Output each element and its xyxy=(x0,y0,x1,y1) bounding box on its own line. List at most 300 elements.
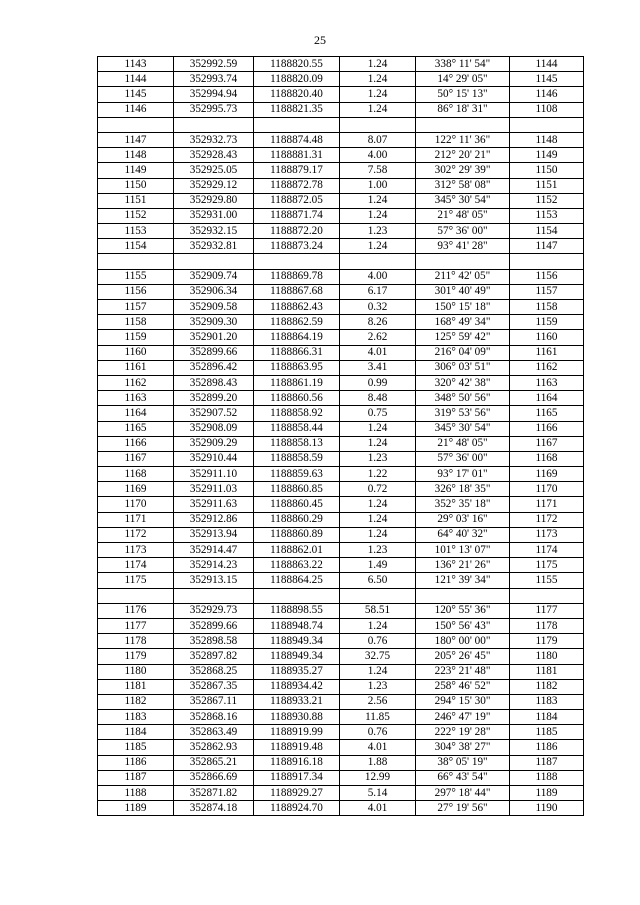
x-coordinate-cell: 352932.81 xyxy=(174,239,254,254)
x-coordinate-cell: 352899.20 xyxy=(174,391,254,406)
y-coordinate-cell: 1188881.31 xyxy=(254,148,340,163)
point-id-cell: 1188 xyxy=(98,786,174,801)
y-coordinate-cell: 1188867.68 xyxy=(254,284,340,299)
table-row xyxy=(98,467,584,482)
y-coordinate-cell: 1188860.89 xyxy=(254,527,340,542)
y-coordinate-cell: 1188858.92 xyxy=(254,406,340,421)
next-point-cell: 1167 xyxy=(510,436,584,451)
x-coordinate-cell: 352909.29 xyxy=(174,436,254,451)
bearing-cell: 136° 21' 26" xyxy=(416,558,510,573)
point-id-cell: 1147 xyxy=(98,132,174,147)
bearing-cell: 21° 48' 05" xyxy=(416,436,510,451)
table-row xyxy=(98,451,584,466)
point-id-cell: 1162 xyxy=(98,375,174,390)
point-id-cell: 1158 xyxy=(98,315,174,330)
y-coordinate-cell: 1188949.34 xyxy=(254,634,340,649)
x-coordinate-cell: 352928.43 xyxy=(174,148,254,163)
table-row xyxy=(98,710,584,725)
y-coordinate-cell: 1188874.48 xyxy=(254,132,340,147)
distance-cell: 4.01 xyxy=(340,345,416,360)
distance-cell xyxy=(340,254,416,269)
next-point-cell: 1160 xyxy=(510,330,584,345)
point-id-cell: 1187 xyxy=(98,770,174,785)
table-row xyxy=(98,208,584,223)
bearing-cell: 120° 55' 36" xyxy=(416,603,510,618)
distance-cell: 4.00 xyxy=(340,269,416,284)
point-id-cell: 1179 xyxy=(98,649,174,664)
point-id-cell: 1161 xyxy=(98,360,174,375)
distance-cell: 1.23 xyxy=(340,543,416,558)
table-row xyxy=(98,649,584,664)
y-coordinate-cell: 1188860.29 xyxy=(254,512,340,527)
x-coordinate-cell: 352929.73 xyxy=(174,603,254,618)
bearing-cell: 125° 59' 42" xyxy=(416,330,510,345)
next-point-cell: 1147 xyxy=(510,239,584,254)
x-coordinate-cell: 352993.74 xyxy=(174,72,254,87)
next-point-cell: 1188 xyxy=(510,770,584,785)
next-point-cell: 1182 xyxy=(510,679,584,694)
x-coordinate-cell: 352911.63 xyxy=(174,497,254,512)
y-coordinate-cell: 1188862.59 xyxy=(254,315,340,330)
x-coordinate-cell: 352995.73 xyxy=(174,102,254,117)
y-coordinate-cell xyxy=(254,588,340,603)
y-coordinate-cell xyxy=(254,254,340,269)
point-id-cell: 1143 xyxy=(98,57,174,72)
table-row xyxy=(98,224,584,239)
bearing-cell: 150° 56' 43" xyxy=(416,618,510,633)
distance-cell: 4.01 xyxy=(340,801,416,816)
distance-cell: 7.58 xyxy=(340,163,416,178)
y-coordinate-cell: 1188866.31 xyxy=(254,345,340,360)
distance-cell: 1.23 xyxy=(340,451,416,466)
x-coordinate-cell: 352874.18 xyxy=(174,801,254,816)
point-id-cell: 1166 xyxy=(98,436,174,451)
point-id-cell xyxy=(98,117,174,132)
distance-cell: 1.23 xyxy=(340,224,416,239)
x-coordinate-cell: 352911.10 xyxy=(174,467,254,482)
bearing-cell: 101° 13' 07" xyxy=(416,543,510,558)
bearing-cell: 38° 05' 19" xyxy=(416,755,510,770)
distance-cell: 5.14 xyxy=(340,786,416,801)
next-point-cell: 1161 xyxy=(510,345,584,360)
table-row xyxy=(98,239,584,254)
x-coordinate-cell: 352912.86 xyxy=(174,512,254,527)
point-id-cell: 1153 xyxy=(98,224,174,239)
table-row xyxy=(98,558,584,573)
next-point-cell: 1169 xyxy=(510,467,584,482)
next-point-cell: 1164 xyxy=(510,391,584,406)
coordinates-table-body xyxy=(98,57,584,816)
distance-cell: 0.32 xyxy=(340,300,416,315)
next-point-cell: 1146 xyxy=(510,87,584,102)
y-coordinate-cell: 1188934.42 xyxy=(254,679,340,694)
bearing-cell: 294° 15' 30" xyxy=(416,694,510,709)
point-id-cell: 1149 xyxy=(98,163,174,178)
x-coordinate-cell: 352899.66 xyxy=(174,345,254,360)
bearing-cell: 168° 49' 34" xyxy=(416,315,510,330)
y-coordinate-cell: 1188873.24 xyxy=(254,239,340,254)
point-id-cell: 1181 xyxy=(98,679,174,694)
distance-cell: 0.76 xyxy=(340,634,416,649)
x-coordinate-cell: 352898.58 xyxy=(174,634,254,649)
point-id-cell: 1151 xyxy=(98,193,174,208)
table-row xyxy=(98,497,584,512)
x-coordinate-cell xyxy=(174,117,254,132)
next-point-cell xyxy=(510,117,584,132)
bearing-cell xyxy=(416,588,510,603)
point-id-cell: 1167 xyxy=(98,451,174,466)
bearing-cell: 57° 36' 00" xyxy=(416,224,510,239)
y-coordinate-cell: 1188917.34 xyxy=(254,770,340,785)
y-coordinate-cell: 1188862.01 xyxy=(254,543,340,558)
distance-cell: 1.24 xyxy=(340,72,416,87)
bearing-cell: 301° 40' 49" xyxy=(416,284,510,299)
point-id-cell: 1180 xyxy=(98,664,174,679)
point-id-cell: 1173 xyxy=(98,543,174,558)
next-point-cell: 1108 xyxy=(510,102,584,117)
y-coordinate-cell: 1188879.17 xyxy=(254,163,340,178)
point-id-cell: 1168 xyxy=(98,467,174,482)
distance-cell: 1.24 xyxy=(340,436,416,451)
bearing-cell: 93° 17' 01" xyxy=(416,467,510,482)
next-point-cell: 1172 xyxy=(510,512,584,527)
bearing-cell: 352° 35' 18" xyxy=(416,497,510,512)
bearing-cell: 297° 18' 44" xyxy=(416,786,510,801)
table-row xyxy=(98,740,584,755)
table-row xyxy=(98,755,584,770)
next-point-cell: 1151 xyxy=(510,178,584,193)
table-row xyxy=(98,300,584,315)
distance-cell: 0.76 xyxy=(340,725,416,740)
x-coordinate-cell: 352862.93 xyxy=(174,740,254,755)
point-id-cell: 1175 xyxy=(98,573,174,588)
table-row xyxy=(98,786,584,801)
next-point-cell: 1170 xyxy=(510,482,584,497)
bearing-cell: 312° 58' 08" xyxy=(416,178,510,193)
table-row xyxy=(98,679,584,694)
bearing-cell: 348° 50' 56" xyxy=(416,391,510,406)
point-id-cell xyxy=(98,254,174,269)
table-row xyxy=(98,360,584,375)
bearing-cell: 57° 36' 00" xyxy=(416,451,510,466)
next-point-cell: 1158 xyxy=(510,300,584,315)
next-point-cell: 1149 xyxy=(510,148,584,163)
y-coordinate-cell: 1188924.70 xyxy=(254,801,340,816)
next-point-cell: 1183 xyxy=(510,694,584,709)
table-row xyxy=(98,573,584,588)
distance-cell: 1.24 xyxy=(340,57,416,72)
table-row xyxy=(98,102,584,117)
point-id-cell: 1174 xyxy=(98,558,174,573)
bearing-cell: 14° 29' 05" xyxy=(416,72,510,87)
y-coordinate-cell: 1188861.19 xyxy=(254,375,340,390)
x-coordinate-cell: 352932.73 xyxy=(174,132,254,147)
next-point-cell: 1148 xyxy=(510,132,584,147)
y-coordinate-cell: 1188948.74 xyxy=(254,618,340,633)
x-coordinate-cell: 352899.66 xyxy=(174,618,254,633)
table-row xyxy=(98,57,584,72)
point-id-cell: 1163 xyxy=(98,391,174,406)
y-coordinate-cell: 1188859.63 xyxy=(254,467,340,482)
next-point-cell: 1159 xyxy=(510,315,584,330)
y-coordinate-cell: 1188862.43 xyxy=(254,300,340,315)
x-coordinate-cell: 352871.82 xyxy=(174,786,254,801)
table-row xyxy=(98,391,584,406)
point-id-cell: 1186 xyxy=(98,755,174,770)
x-coordinate-cell: 352868.16 xyxy=(174,710,254,725)
y-coordinate-cell: 1188858.44 xyxy=(254,421,340,436)
bearing-cell: 50° 15' 13" xyxy=(416,87,510,102)
table-row xyxy=(98,406,584,421)
next-point-cell: 1153 xyxy=(510,208,584,223)
point-id-cell: 1164 xyxy=(98,406,174,421)
distance-cell: 0.72 xyxy=(340,482,416,497)
distance-cell: 4.00 xyxy=(340,148,416,163)
table-row xyxy=(98,421,584,436)
table-row xyxy=(98,436,584,451)
x-coordinate-cell: 352932.15 xyxy=(174,224,254,239)
table-row xyxy=(98,694,584,709)
bearing-cell: 223° 21' 48" xyxy=(416,664,510,679)
distance-cell: 1.24 xyxy=(340,512,416,527)
bearing-cell: 345° 30' 54" xyxy=(416,193,510,208)
next-point-cell: 1156 xyxy=(510,269,584,284)
y-coordinate-cell: 1188860.85 xyxy=(254,482,340,497)
point-id-cell: 1145 xyxy=(98,87,174,102)
next-point-cell xyxy=(510,588,584,603)
point-id-cell: 1146 xyxy=(98,102,174,117)
x-coordinate-cell: 352931.00 xyxy=(174,208,254,223)
x-coordinate-cell: 352929.12 xyxy=(174,178,254,193)
point-id-cell: 1177 xyxy=(98,618,174,633)
x-coordinate-cell: 352906.34 xyxy=(174,284,254,299)
x-coordinate-cell: 352913.15 xyxy=(174,573,254,588)
next-point-cell: 1189 xyxy=(510,786,584,801)
y-coordinate-cell: 1188898.55 xyxy=(254,603,340,618)
bearing-cell: 150° 15' 18" xyxy=(416,300,510,315)
x-coordinate-cell: 352909.30 xyxy=(174,315,254,330)
y-coordinate-cell: 1188933.21 xyxy=(254,694,340,709)
bearing-cell: 345° 30' 54" xyxy=(416,421,510,436)
distance-cell: 0.75 xyxy=(340,406,416,421)
next-point-cell: 1162 xyxy=(510,360,584,375)
table-row xyxy=(98,193,584,208)
y-coordinate-cell: 1188872.20 xyxy=(254,224,340,239)
point-id-cell: 1156 xyxy=(98,284,174,299)
x-coordinate-cell: 352865.21 xyxy=(174,755,254,770)
bearing-cell: 319° 53' 56" xyxy=(416,406,510,421)
next-point-cell: 1174 xyxy=(510,543,584,558)
y-coordinate-cell: 1188871.74 xyxy=(254,208,340,223)
y-coordinate-cell: 1188930.88 xyxy=(254,710,340,725)
x-coordinate-cell: 352896.42 xyxy=(174,360,254,375)
bearing-cell: 121° 39' 34" xyxy=(416,573,510,588)
next-point-cell: 1145 xyxy=(510,72,584,87)
distance-cell: 2.56 xyxy=(340,694,416,709)
point-id-cell: 1171 xyxy=(98,512,174,527)
point-id-cell: 1170 xyxy=(98,497,174,512)
y-coordinate-cell xyxy=(254,117,340,132)
x-coordinate-cell: 352929.80 xyxy=(174,193,254,208)
table-row xyxy=(98,345,584,360)
bearing-cell xyxy=(416,254,510,269)
point-id-cell xyxy=(98,588,174,603)
y-coordinate-cell: 1188916.18 xyxy=(254,755,340,770)
point-id-cell: 1155 xyxy=(98,269,174,284)
table-row xyxy=(98,163,584,178)
distance-cell: 1.24 xyxy=(340,193,416,208)
next-point-cell: 1185 xyxy=(510,725,584,740)
x-coordinate-cell: 352910.44 xyxy=(174,451,254,466)
point-id-cell: 1154 xyxy=(98,239,174,254)
separator-row xyxy=(98,117,584,132)
y-coordinate-cell: 1188872.78 xyxy=(254,178,340,193)
bearing-cell: 64° 40' 32" xyxy=(416,527,510,542)
bearing-cell xyxy=(416,117,510,132)
bearing-cell: 304° 38' 27" xyxy=(416,740,510,755)
separator-row xyxy=(98,254,584,269)
x-coordinate-cell: 352994.94 xyxy=(174,87,254,102)
bearing-cell: 258° 46' 52" xyxy=(416,679,510,694)
separator-row xyxy=(98,588,584,603)
x-coordinate-cell: 352863.49 xyxy=(174,725,254,740)
y-coordinate-cell: 1188820.09 xyxy=(254,72,340,87)
point-id-cell: 1178 xyxy=(98,634,174,649)
x-coordinate-cell: 352913.94 xyxy=(174,527,254,542)
point-id-cell: 1157 xyxy=(98,300,174,315)
x-coordinate-cell: 352925.05 xyxy=(174,163,254,178)
next-point-cell: 1166 xyxy=(510,421,584,436)
distance-cell: 1.24 xyxy=(340,618,416,633)
distance-cell: 8.26 xyxy=(340,315,416,330)
next-point-cell: 1157 xyxy=(510,284,584,299)
table-row xyxy=(98,375,584,390)
x-coordinate-cell: 352897.82 xyxy=(174,649,254,664)
distance-cell: 1.24 xyxy=(340,664,416,679)
x-coordinate-cell xyxy=(174,254,254,269)
y-coordinate-cell: 1188864.19 xyxy=(254,330,340,345)
next-point-cell: 1171 xyxy=(510,497,584,512)
table-row xyxy=(98,527,584,542)
distance-cell: 6.50 xyxy=(340,573,416,588)
y-coordinate-cell: 1188935.27 xyxy=(254,664,340,679)
distance-cell: 1.49 xyxy=(340,558,416,573)
bearing-cell: 86° 18' 31" xyxy=(416,102,510,117)
y-coordinate-cell: 1188863.22 xyxy=(254,558,340,573)
next-point-cell: 1190 xyxy=(510,801,584,816)
distance-cell xyxy=(340,588,416,603)
bearing-cell: 180° 00' 00" xyxy=(416,634,510,649)
y-coordinate-cell: 1188929.27 xyxy=(254,786,340,801)
y-coordinate-cell: 1188863.95 xyxy=(254,360,340,375)
next-point-cell: 1152 xyxy=(510,193,584,208)
next-point-cell: 1175 xyxy=(510,558,584,573)
table-row xyxy=(98,801,584,816)
next-point-cell: 1144 xyxy=(510,57,584,72)
next-point-cell: 1155 xyxy=(510,573,584,588)
point-id-cell: 1182 xyxy=(98,694,174,709)
y-coordinate-cell: 1188919.48 xyxy=(254,740,340,755)
distance-cell: 1.22 xyxy=(340,467,416,482)
distance-cell: 8.48 xyxy=(340,391,416,406)
distance-cell: 1.24 xyxy=(340,208,416,223)
distance-cell: 12.99 xyxy=(340,770,416,785)
point-id-cell: 1150 xyxy=(98,178,174,193)
table-row xyxy=(98,132,584,147)
point-id-cell: 1183 xyxy=(98,710,174,725)
bearing-cell: 21° 48' 05" xyxy=(416,208,510,223)
table-row xyxy=(98,543,584,558)
x-coordinate-cell: 352911.03 xyxy=(174,482,254,497)
y-coordinate-cell: 1188858.13 xyxy=(254,436,340,451)
table-row xyxy=(98,72,584,87)
table-row xyxy=(98,178,584,193)
y-coordinate-cell: 1188872.05 xyxy=(254,193,340,208)
point-id-cell: 1160 xyxy=(98,345,174,360)
y-coordinate-cell: 1188864.25 xyxy=(254,573,340,588)
x-coordinate-cell xyxy=(174,588,254,603)
x-coordinate-cell: 352907.52 xyxy=(174,406,254,421)
next-point-cell: 1181 xyxy=(510,664,584,679)
bearing-cell: 302° 29' 39" xyxy=(416,163,510,178)
table-row xyxy=(98,603,584,618)
distance-cell: 11.85 xyxy=(340,710,416,725)
y-coordinate-cell: 1188858.59 xyxy=(254,451,340,466)
y-coordinate-cell: 1188860.56 xyxy=(254,391,340,406)
distance-cell: 3.41 xyxy=(340,360,416,375)
coordinates-table xyxy=(97,56,584,816)
table-row xyxy=(98,315,584,330)
distance-cell: 1.23 xyxy=(340,679,416,694)
y-coordinate-cell: 1188860.45 xyxy=(254,497,340,512)
table-row xyxy=(98,634,584,649)
next-point-cell: 1168 xyxy=(510,451,584,466)
distance-cell: 1.24 xyxy=(340,421,416,436)
distance-cell: 1.24 xyxy=(340,239,416,254)
y-coordinate-cell: 1188919.99 xyxy=(254,725,340,740)
x-coordinate-cell: 352868.25 xyxy=(174,664,254,679)
point-id-cell: 1172 xyxy=(98,527,174,542)
distance-cell: 32.75 xyxy=(340,649,416,664)
next-point-cell xyxy=(510,254,584,269)
bearing-cell: 222° 19' 28" xyxy=(416,725,510,740)
table-row xyxy=(98,87,584,102)
bearing-cell: 66° 43' 54" xyxy=(416,770,510,785)
distance-cell: 58.51 xyxy=(340,603,416,618)
point-id-cell: 1185 xyxy=(98,740,174,755)
distance-cell: 1.00 xyxy=(340,178,416,193)
distance-cell xyxy=(340,117,416,132)
table-row xyxy=(98,664,584,679)
next-point-cell: 1187 xyxy=(510,755,584,770)
x-coordinate-cell: 352866.69 xyxy=(174,770,254,785)
table-row xyxy=(98,482,584,497)
table-row xyxy=(98,512,584,527)
table-row xyxy=(98,284,584,299)
bearing-cell: 338° 11' 54" xyxy=(416,57,510,72)
x-coordinate-cell: 352992.59 xyxy=(174,57,254,72)
table-row xyxy=(98,269,584,284)
bearing-cell: 212° 20' 21" xyxy=(416,148,510,163)
bearing-cell: 205° 26' 45" xyxy=(416,649,510,664)
x-coordinate-cell: 352867.11 xyxy=(174,694,254,709)
point-id-cell: 1184 xyxy=(98,725,174,740)
bearing-cell: 122° 11' 36" xyxy=(416,132,510,147)
page-number: 25 xyxy=(314,33,326,47)
point-id-cell: 1148 xyxy=(98,148,174,163)
point-id-cell: 1144 xyxy=(98,72,174,87)
bearing-cell: 27° 19' 56" xyxy=(416,801,510,816)
